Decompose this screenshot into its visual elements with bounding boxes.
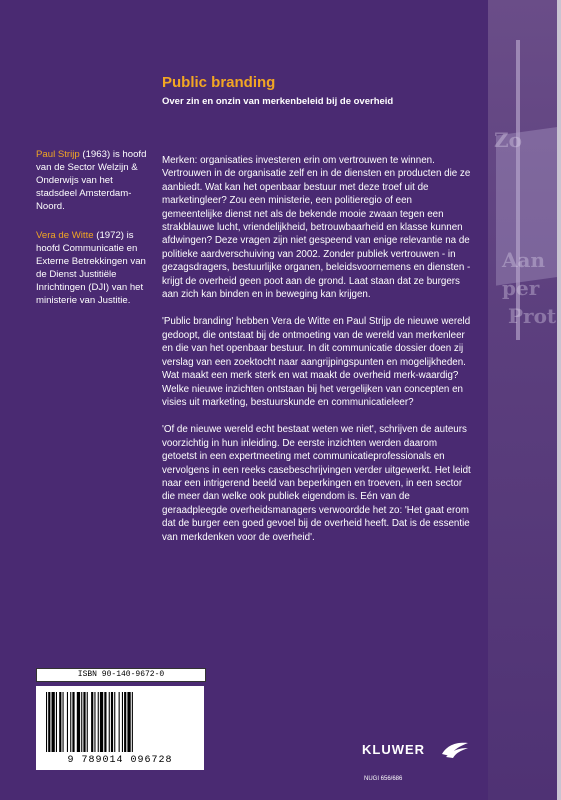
barcode-bar	[91, 692, 93, 752]
author-year: (1963)	[82, 149, 111, 160]
barcode-bar	[100, 692, 103, 752]
author-description: is hoofd Communicatie en Externe Betrekkingen van de Dienst Justitiële Inrichtingen (DJI) van het ministerie van Justitie.	[36, 230, 146, 306]
barcode-bar	[132, 692, 133, 752]
author-name: Paul Strijp	[36, 149, 80, 160]
barcode-bar	[83, 692, 85, 752]
background-photo	[488, 0, 561, 800]
author-name: Vera de Witte	[36, 230, 94, 241]
book-subtitle: Over zin en onzin van merkenbeleid bij de overheid	[162, 96, 394, 107]
isbn-label: ISBN 90-140-9672-0	[36, 668, 206, 682]
blurb-paragraph: 'Public branding' hebben Vera de Witte en Paul Strijp de nieuwe wereld gedoopt, die ontstaat bij de ontmoeting van de wereld van merkenleer en die van het openbaar bestuur. In dit communicatie dossier doen zij verslag van een zoektocht naar aangrijpingspunten en mogelijkheden. Wat maakt een merk sterk en wat maakt de overheid merk-waardig? Welke nieuwe inzichten ontstaan bij het vergelijken van concepten en visies uit marketing, bestuurskunde en communicatieleer?	[162, 316, 471, 408]
barcode-bar	[98, 692, 99, 752]
barcode	[36, 686, 204, 770]
barcode-bar	[122, 692, 123, 752]
barcode-bar	[48, 692, 50, 752]
book-title: Public branding	[162, 74, 276, 91]
background-photo-text: per	[502, 276, 540, 300]
barcode-digits: 9 789014 096728	[67, 755, 173, 766]
author-year: (1972)	[96, 230, 124, 241]
barcode-bar	[94, 692, 95, 752]
blurb-paragraph: 'Of de nieuwe wereld echt bestaat weten we niet', schrijven de auteurs voorzichtig in hun inleiding. De eerste inzichten werden daarom getoetst in een expertmeeting met communicatieprofessionals en vervolgens in een reeks casebeschrijvingen verder uitgewerkt. Het leidt naar een intrigerend beeld van beperkingen en troeven, in een sector die meer dan welke ook publiek eigendom is. Eén van de geraadpleegde overheidsmanagers verwoordde het zo: 'Het gaat erom dat de burger een goed gevoel bij de overheid heeft. Dat is de essentie van merkdenken voor de overheid'.	[162, 424, 471, 543]
barcode-bar	[52, 692, 55, 752]
publisher-logo	[362, 740, 472, 760]
author-bio	[36, 149, 154, 214]
barcode-bar	[77, 692, 80, 752]
barcode-bar	[87, 692, 88, 752]
barcode-bars	[46, 692, 194, 752]
barcode-bar	[127, 692, 130, 752]
barcode-bar	[70, 692, 71, 752]
author-description: is hoofd van de Sector Welzijn & Onderwijs van het stadsdeel Amsterdam-Noord.	[36, 149, 147, 212]
background-photo-text: Aan	[502, 248, 546, 272]
barcode-bar	[67, 692, 68, 752]
background-photo-text: Prot	[508, 304, 557, 328]
barcode-bar	[111, 692, 113, 752]
blurb	[162, 154, 472, 558]
nugi-code: NUGI 656/686	[364, 776, 403, 782]
blurb-paragraph: Merken: organisaties investeren erin om vertrouwen te winnen. Vertrouwen in de organisatie zelf en in de diensten en producten die ze aanbiedt. Wat kan het openbaar bestuur met deze troef uit de marketingleer? Zou een ministerie, een politieregio of een gemeentelijke dienst net als de bekende mooie zwaan tegen een strakblauwe lucht, vriendelijkheid, betrouwbaarheid en klasse kunnen afdwingen? Deze vragen zijn niet gespeend van enige relevantie na de politieke aardverschuiving van 2002. Zonder publiek vertrouwen - in gezagsdragers, bestuurlijke organen, beleidsvoornemens en diensten - krijgt de overheid geen poot aan de grond. Laat staan dat ze burgers aan zich kan binden en in beweging kan krijgen.	[162, 155, 471, 301]
cover-edge	[557, 0, 561, 800]
background-photo-text: Zo	[494, 128, 522, 152]
author-bio	[36, 230, 154, 308]
barcode-bar	[63, 692, 64, 752]
barcode-bar	[109, 692, 110, 752]
publisher-name: KLUWER	[362, 742, 426, 757]
barcode-bar	[104, 692, 106, 752]
barcode-bar	[114, 692, 115, 752]
barcode-bar	[119, 692, 120, 752]
barcode-bar	[124, 692, 126, 752]
barcode-bar	[56, 692, 57, 752]
barcode-bar	[72, 692, 74, 752]
barcode-bar	[59, 692, 61, 752]
barcode-bar	[81, 692, 82, 752]
barcode-bar	[46, 692, 47, 752]
kluwer-emblem-icon	[440, 740, 470, 760]
